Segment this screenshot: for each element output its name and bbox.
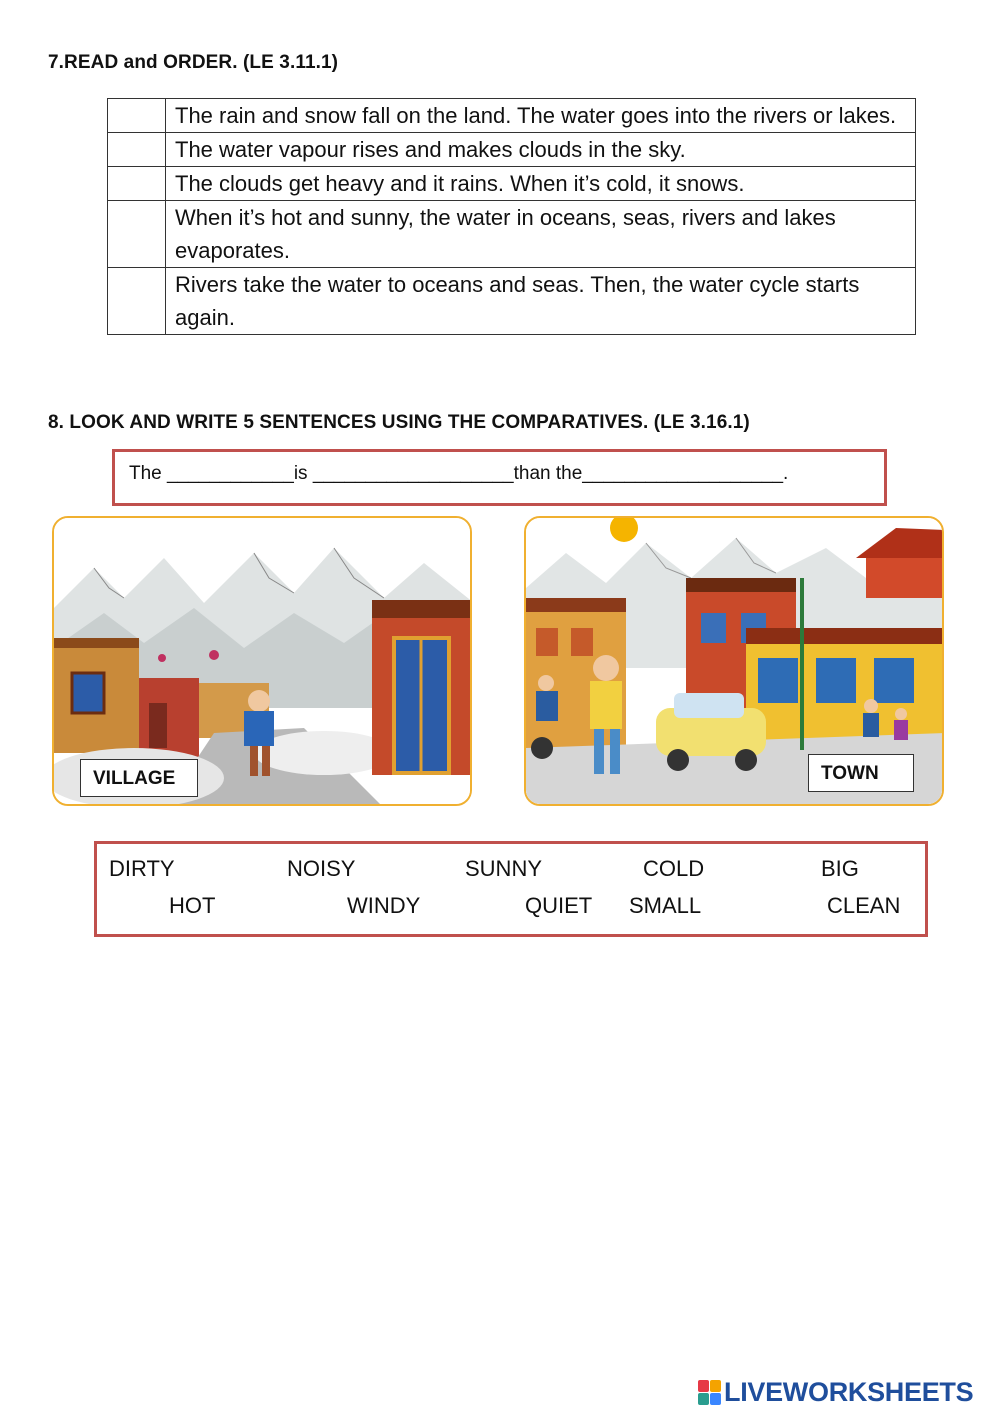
table-row [108,268,916,335]
village-label: VILLAGE [80,759,198,797]
word-dirty: DIRTY [109,856,175,881]
table-row [108,99,916,133]
village-picture [52,516,472,806]
order-sentence: When it’s hot and sunny, the water in oceans, seas, rivers and lakes evaporates. [166,201,916,268]
word-big: BIG [821,856,859,881]
order-number-cell[interactable] [108,99,166,133]
order-sentence: The water vapour rises and makes clouds in the sky. [166,133,916,167]
logo-text: LIVEWORKSHEETS [724,1377,974,1407]
section-7-heading: 7.READ and ORDER. (LE 3.11.1) [48,52,339,73]
word-sunny: SUNNY [465,856,543,881]
order-table [107,98,916,335]
town-label: TOWN [808,754,914,792]
word-clean: CLEAN [827,893,901,918]
word-bank [94,841,928,937]
order-sentence: Rivers take the water to oceans and seas. Then, the water cycle starts again. [166,268,916,335]
word-hot: HOT [169,893,216,918]
order-number-cell[interactable] [108,268,166,335]
liveworksheets-logo[interactable] [698,1377,973,1408]
order-number-cell[interactable] [108,133,166,167]
word-small: SMALL [629,893,702,918]
order-sentence: The clouds get heavy and it rains. When it’s cold, it snows. [166,167,916,201]
word-quiet: QUIET [525,893,593,918]
logo-mark-icon [698,1380,722,1406]
table-row [108,201,916,268]
word-windy: WINDY [347,893,421,918]
table-row [108,133,916,167]
order-sentence: The rain and snow fall on the land. The water goes into the rivers or lakes. [166,99,916,133]
section-8-heading: 8. LOOK AND WRITE 5 SENTENCES USING THE COMPARATIVES. (LE 3.16.1) [48,412,750,433]
word-noisy: NOISY [287,856,356,881]
sentence-frame: The ____________is ___________________than the___________________. [112,449,887,506]
word-cold: COLD [643,856,705,881]
order-number-cell[interactable] [108,167,166,201]
town-picture [524,516,944,806]
table-row [108,167,916,201]
order-number-cell[interactable] [108,201,166,268]
